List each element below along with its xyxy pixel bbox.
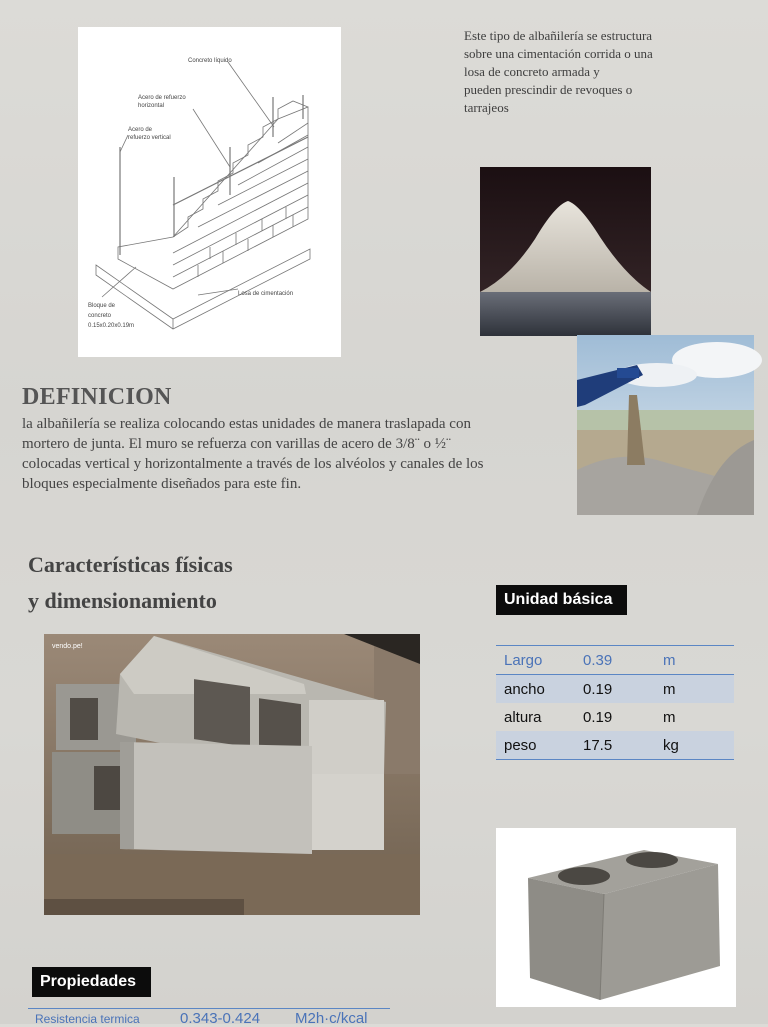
single-concrete-block-photo bbox=[496, 828, 736, 1007]
label-acero-horizontal-1: Acero de refuerzo bbox=[138, 95, 186, 101]
table-cell-value: 0.19 bbox=[583, 708, 613, 726]
table-cell-name: peso bbox=[504, 736, 537, 754]
table-cell-value: 17.5 bbox=[583, 736, 613, 754]
table-cell-unit: m bbox=[663, 651, 676, 669]
definicion-line: mortero de junta. El muro se refuerza con varillas de acero de 3/8¨ o ½¨ bbox=[22, 436, 451, 452]
intro-line: pueden prescindir de revoques o bbox=[464, 82, 633, 97]
table-row bbox=[496, 675, 734, 703]
definicion-title: DEFINICION bbox=[22, 384, 172, 410]
definicion-text bbox=[22, 414, 562, 494]
table-cell-value: 0.39 bbox=[583, 651, 613, 669]
propiedades-badge: Propiedades bbox=[32, 967, 151, 997]
label-concreto-liquido: Concreto líquido bbox=[188, 58, 232, 64]
propiedad-unit: M2h·c/kcal bbox=[295, 1010, 368, 1027]
wall-reinforcement-diagram bbox=[78, 27, 341, 357]
intro-line: Este tipo de albañilería se estructura bbox=[464, 28, 653, 43]
definicion-line: colocadas vertical y horizontalmente a través de los alvéolos y canales de los bbox=[22, 456, 484, 472]
label-acero-vertical-2: refuerzo vertical bbox=[128, 135, 171, 141]
intro-text bbox=[464, 27, 694, 117]
label-acero-vertical-1: Acero de bbox=[128, 127, 153, 133]
intro-line: sobre una cimentación corrida o una bbox=[464, 46, 653, 61]
label-losa: Losa de cimentación bbox=[238, 291, 294, 297]
label-bloque-3: 0.15x0.20x0.19m bbox=[88, 323, 135, 329]
table-cell-value: 0.19 bbox=[583, 680, 613, 698]
table-row bbox=[496, 703, 734, 731]
aggregate-machine-photo bbox=[577, 335, 754, 515]
section-heading-clipped bbox=[28, 552, 278, 580]
intro-line: losa de concreto armada y bbox=[464, 64, 600, 79]
unidad-basica-badge: Unidad básica bbox=[496, 585, 627, 615]
propiedad-name: Resistencia termica bbox=[35, 1012, 140, 1026]
table-row bbox=[496, 646, 734, 675]
definicion-line: la albañilería se realiza colocando estas unidades de manera traslapada con bbox=[22, 416, 471, 432]
table-cell-name: altura bbox=[504, 708, 542, 726]
propiedades-table bbox=[28, 1008, 390, 1025]
concrete-blocks-photo bbox=[44, 634, 420, 915]
label-acero-horizontal-2: horizontal bbox=[138, 103, 165, 109]
definicion-line: bloques especialmente diseñados para este fin. bbox=[22, 476, 302, 492]
table-cell-name: ancho bbox=[504, 680, 545, 698]
table-cell-unit: m bbox=[663, 680, 676, 698]
label-bloque-2: concreto bbox=[88, 313, 112, 319]
photo-watermark: vendo.pe! bbox=[52, 643, 83, 650]
table-cell-unit: m bbox=[663, 708, 676, 726]
section-heading-line1: Características físicas bbox=[28, 552, 233, 577]
unidad-basica-table bbox=[496, 645, 734, 760]
propiedad-value: 0.343-0.424 bbox=[180, 1010, 261, 1027]
label-bloque-1: Bloque de bbox=[88, 303, 116, 309]
sand-pile-photo bbox=[480, 167, 651, 336]
table-cell-unit: kg bbox=[663, 736, 679, 754]
section-heading-line2: y dimensionamiento bbox=[28, 588, 217, 613]
intro-line: tarrajeos bbox=[464, 100, 509, 115]
table-cell-name: Largo bbox=[504, 651, 543, 669]
table-row bbox=[496, 731, 734, 759]
